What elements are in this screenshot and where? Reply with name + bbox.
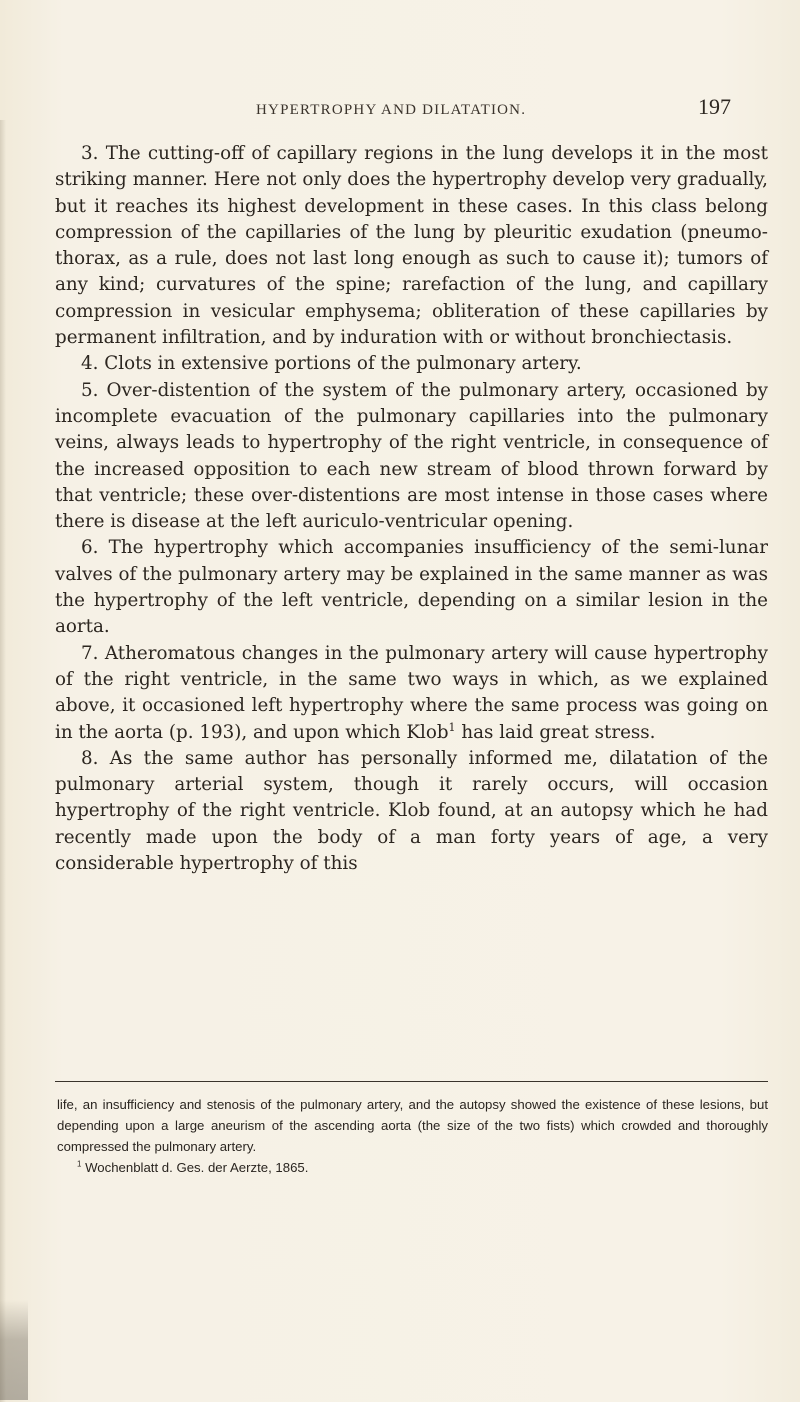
paragraph-5: 5. Over-distention of the system of the pulmonary artery, occasioned by incomplete evacuation of the pulmonary capillaries into the pulmonary veins, always leads to hypertrophy of the right ventricle, in consequence of the increased opposition to each new stream of blood thrown forward by that ventricle; these over-distentions are most intense in those cases where there is disease at the left auriculo-ventricular opening. bbox=[55, 379, 768, 533]
footnote-1-text: Wochenblatt d. Ges. der Aerzte, 1865. bbox=[81, 1160, 309, 1175]
paragraph-7-text-end: has laid great stress. bbox=[455, 721, 656, 743]
paragraph-6: 6. The hypertrophy which accompanies insufficiency of the semi-lunar valves of the pulmonary artery may be explained in the same manner as was the hypertrophy of the left ventricle, depending on a similar lesion in the aorta. bbox=[55, 537, 768, 638]
page-edge-shadow bbox=[0, 120, 6, 1402]
body-text bbox=[55, 141, 768, 877]
footnote-1-mark: 1 bbox=[77, 1159, 82, 1169]
page-header bbox=[55, 94, 775, 130]
running-head: HYPERTROPHY AND DILATATION. bbox=[256, 102, 527, 118]
paragraph-7-text: 7. Atheromatous changes in the pulmonary artery will cause hypertrophy of the right ventricle, in the same two ways in which, as we explained above, it occasioned left hypertrophy where the same process was going on in the aorta (p. 193), and upon which Klob bbox=[55, 642, 768, 743]
footnote-1 bbox=[57, 1157, 768, 1178]
footnote-rule bbox=[55, 1081, 768, 1082]
paragraph-8: 8. As the same author has personally informed me, dilatation of the pulmonary arterial system, though it rarely occurs, will occasion hypertrophy of the right ventricle. Klob found, at an autopsy which he had recently made upon the body of a man forty years of age, a very considerable hypertrophy of this bbox=[55, 747, 768, 875]
footnote-continuation: life, an insufficiency and stenosis of the pulmonary artery, and the autopsy showed the existence of these lesions, but depending upon a large aneurism of the ascending aorta (the size of the two fists) which crowded and thoroughly compressed the pulmonary artery. bbox=[57, 1097, 768, 1154]
paragraph-3: 3. The cutting-off of capillary regions in the lung develops it in the most striking manner. Here not only does the hypertrophy develop very gradually, but it reaches its highest development in these cases. In this class belong compression of the capillaries of the lung by pleuritic exudation (pneumo-thorax, as a rule, does not last long enough as such to cause it); tumors of any kind; curvatures of the spine; rarefaction of the lung, and capillary compression in vesicular emphysema; obliteration of these capillaries by permanent infiltration, and by induration with or without bronchiectasis. bbox=[55, 143, 768, 349]
binding-shadow bbox=[0, 1300, 28, 1400]
footnote-reference-1: 1 bbox=[448, 720, 456, 734]
paragraph-7 bbox=[55, 641, 768, 746]
footnotes bbox=[57, 1094, 768, 1178]
paragraph-4: 4. Clots in extensive portions of the pulmonary artery. bbox=[81, 353, 582, 375]
page-number: 197 bbox=[698, 94, 731, 119]
